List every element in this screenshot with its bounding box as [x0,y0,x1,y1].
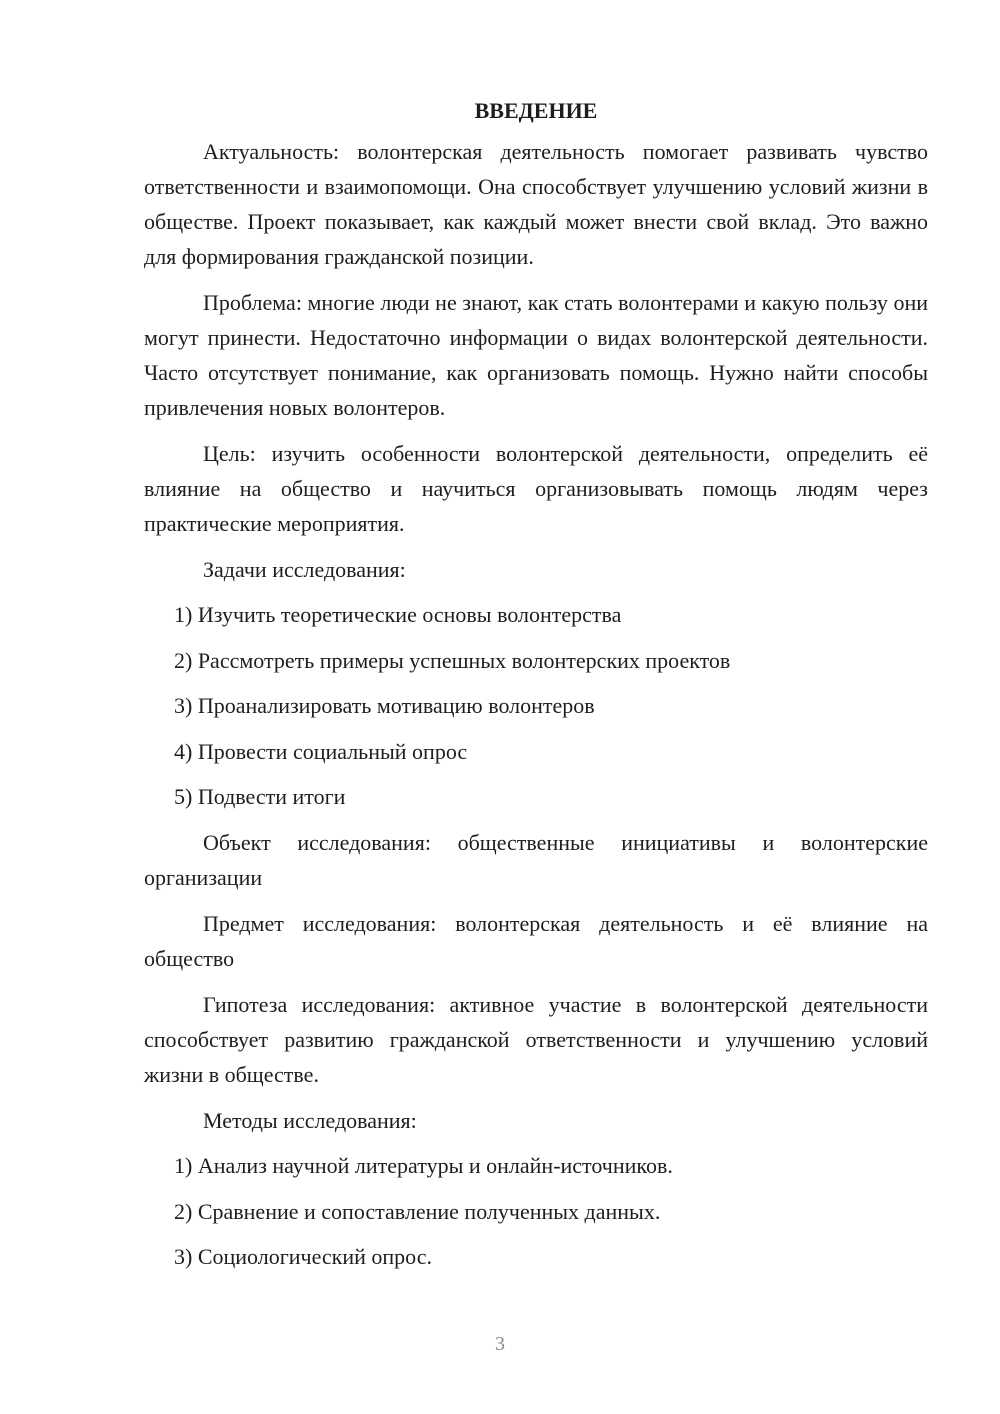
hypothesis-paragraph: Гипотеза исследования: активное участие в волонтерской деятельности способствует развитию гражданской ответственности и улучшению условий жизни в обществе. [144,992,928,1087]
document-title: ВВЕДЕНИЕ [474,98,598,123]
tasks-list [144,597,928,814]
subject-paragraph: Предмет исследования: волонтерская деятельность и её влияние на общество [144,911,928,971]
task-item: 2) Рассмотреть примеры успешных волонтерских проектов [174,647,731,673]
page-number: 3 [495,1333,505,1355]
tasks-heading: Задачи исследования: [203,557,406,582]
document-page [144,96,928,1285]
method-item: 3) Социологический опрос. [174,1244,432,1269]
goal-paragraph: Цель: изучить особенности волонтерской деятельности, определить её влияние на общество и научиться организовывать помощь людям через практические мероприятия. [144,441,928,536]
task-item: 5) Подвести итоги [174,784,346,809]
methods-heading: Методы исследования: [203,1108,417,1133]
method-item: 2) Сравнение и сопоставление полученных данных. [174,1198,661,1224]
methods-list [144,1148,928,1274]
object-paragraph: Объект исследования: общественные инициативы и волонтерские организации [144,830,928,890]
task-item: 4) Провести социальный опрос [174,738,468,764]
task-item: 3) Проанализировать мотивацию волонтеров [174,693,595,718]
problem-paragraph: Проблема: многие люди не знают, как стать волонтерами и какую пользу они могут принести. Недостаточно информации о видах волонтерской деятельности. Часто отсутствует понимание, как организовать помощь. Нужно найти способы привлечения новых волонтеров. [144,290,928,420]
method-item: 1) Анализ научной литературы и онлайн-источников. [174,1153,673,1178]
task-item: 1) Изучить теоретические основы волонтерства [174,602,622,627]
relevance-paragraph: Актуальность: волонтерская деятельность помогает развивать чувство ответственности и взаимопомощи. Она способствует улучшению условий жизни в обществе. Проект показывает, как каждый может внести свой вклад. Это важно для формирования гражданской позиции. [144,139,928,269]
